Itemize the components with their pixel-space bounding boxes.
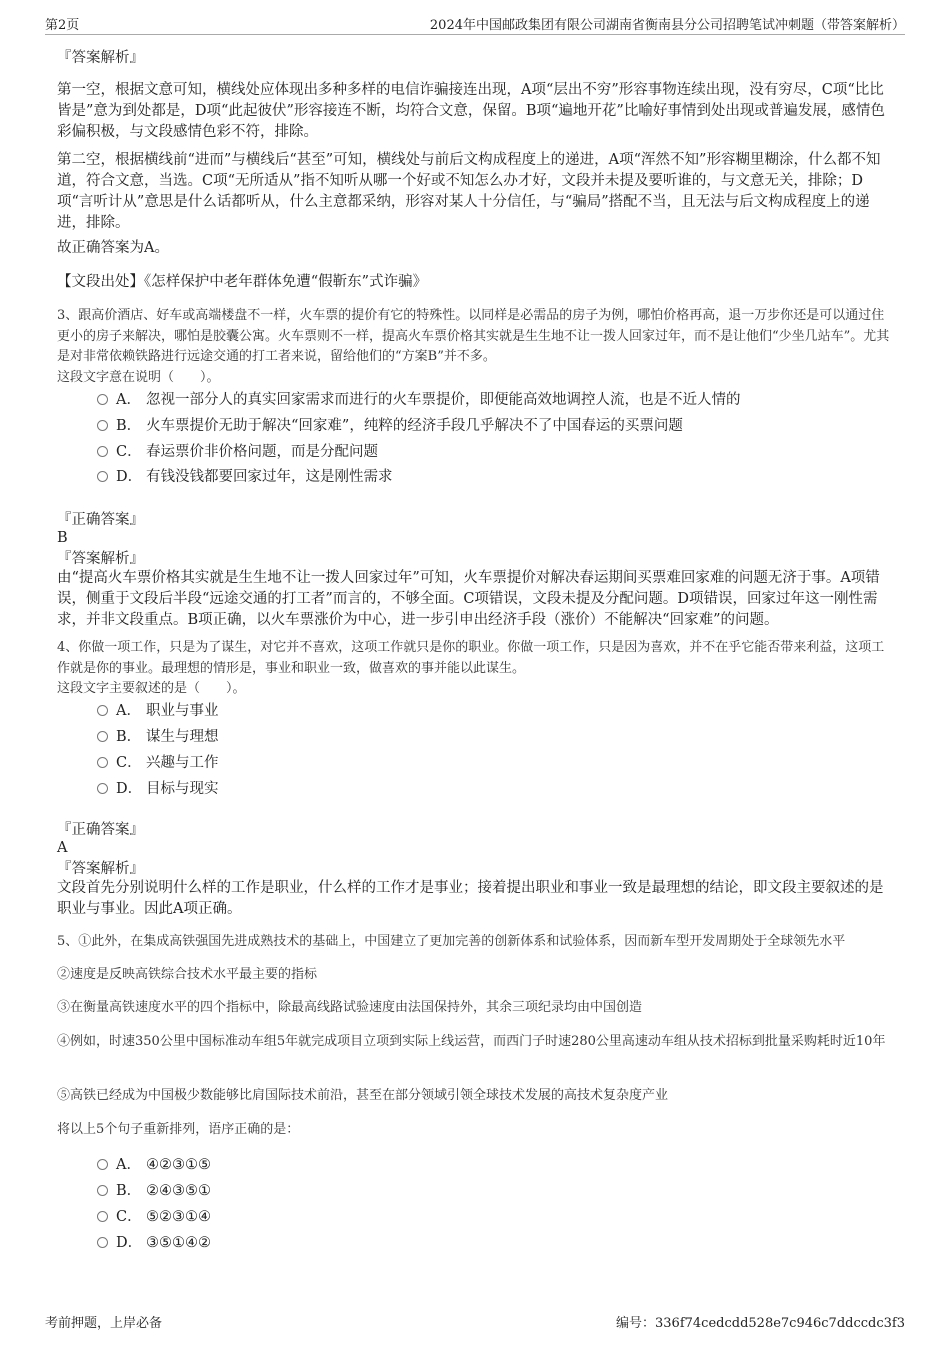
page-number: 第2页: [45, 18, 80, 33]
q5-option-c[interactable]: C． ⑤②③①④: [97, 1207, 211, 1227]
document-title: 2024年中国邮政集团有限公司湖南省衡南县分公司招聘笔试冲刺题（带答案解析）: [429, 18, 905, 33]
radio-icon[interactable]: [97, 420, 108, 431]
radio-icon[interactable]: [97, 1211, 108, 1222]
q4-option-d[interactable]: D． 目标与现实: [97, 779, 219, 799]
q3-answer: B: [57, 530, 68, 546]
q5-option-a[interactable]: A． ④②③①⑤: [97, 1155, 211, 1175]
radio-icon[interactable]: [97, 757, 108, 768]
radio-icon[interactable]: [97, 783, 108, 794]
q3-analysis-heading: 『答案解析』: [57, 551, 144, 567]
q5-sentence-4: ④例如，时速350公里中国标准动车组5年就完成项目立项到实际上线运营，而西门子时速280公里高速动车组从技术招标到批量采购耗时近10年: [57, 1034, 886, 1049]
q4-answer: A: [57, 840, 68, 856]
radio-icon[interactable]: [97, 1237, 108, 1248]
q4-ask: 这段文字主要叙述的是（ ）。: [57, 681, 246, 696]
q3-option-b[interactable]: B． 火车票提价无助于解决“回家难”，纯粹的经济手段几乎解决不了中国春运的买票问题: [97, 416, 683, 436]
q2-analysis-heading: 『答案解析』: [57, 50, 144, 66]
q2-analysis-para2: 第二空，根据横线前“进而”与横线后“甚至”可知，横线处与前后文构成程度上的递进，A项“浑然不知”形容糊里糊涂，什么都不知道，符合文意，当选。C项“无所适从”指不知听从哪一个好或不知怎么办才好，文段并未提及要听谁的，与文意无关，排除；D项“言听计从”意思是什么话都听从，什么主意都采纳，形容对某人十分信任，与“骗局”搭配不当，且无法与后文构成程度上的递进，排除。: [57, 152, 881, 231]
q4-analysis: 文段首先分别说明什么样的工作是职业，什么样的工作才是事业；接着提出职业和事业一致是最理想的结论，即文段主要叙述的是职业与事业。因此A项正确。: [57, 880, 884, 917]
q2-conclusion: 故正确答案为A。: [57, 240, 169, 256]
q3-analysis: 由“提高火车票价格其实就是生生地不让一拨人回家过年”可知，火车票提价对解决春运期间买票难回家难的问题无济于事。A项错误，侧重于文段后半段“远途交通的打工者”而言的，不够全面。C项错误，文段未提及分配问题。D项错误，回家过年这一刚性需求，并非文段重点。B项正确，以火车票涨价为中心，进一步引申出经济手段（涨价）不能解决“回家难”的问题。: [57, 570, 880, 628]
q4-option-b[interactable]: B． 谋生与理想: [97, 727, 219, 747]
q4-stem: 4、你做一项工作，只是为了谋生，对它并不喜欢，这项工作就只是你的职业。你做一项工作，只是因为喜欢，并不在乎它能否带来利益，这项工作就是你的事业。最理想的情形是，事业和职业一致，做喜欢的事并能以此谋生。: [57, 640, 885, 676]
q5-sentence-5: ⑤高铁已经成为中国极少数能够比肩国际技术前沿，甚至在部分领域引领全球技术发展的高技术复杂度产业: [57, 1088, 669, 1103]
q5-option-d[interactable]: D． ③⑤①④②: [97, 1233, 211, 1253]
q2-source: 【文段出处】《怎样保护中老年群体免遭“假靳东”式诈骗》: [57, 274, 428, 290]
radio-icon[interactable]: [97, 471, 108, 482]
footer-slogan: 考前押题，上岸必备: [45, 1316, 163, 1331]
page-header: [45, 14, 905, 35]
radio-icon[interactable]: [97, 1159, 108, 1170]
q4-analysis-heading: 『答案解析』: [57, 861, 144, 877]
q2-analysis-para1: 第一空，根据文意可知，横线处应体现出多种多样的电信诈骗接连出现，A项“层出不穷”形容事物连续出现，没有穷尽，C项“比比皆是”意为到处都是，D项“此起彼伏”形容接连不断，均符合文意，保留。B项“遍地开花”比喻好事情到处出现或普遍发展，感情色彩偏积极，与文段感情色彩不符，排除。: [57, 82, 885, 140]
q5-sentence-3: ③在衡量高铁速度水平的四个指标中，除最高线路试验速度由法国保持外，其余三项纪录均由中国创造: [57, 1000, 643, 1015]
q5-ask: 将以上5个句子重新排列，语序正确的是：: [57, 1122, 300, 1137]
q3-option-c[interactable]: C． 春运票价非价格问题，而是分配问题: [97, 442, 378, 462]
q4-option-a[interactable]: A． 职业与事业: [97, 701, 219, 721]
q4-answer-heading: 『正确答案』: [57, 822, 144, 838]
q5-sentence-2: ②速度是反映高铁综合技术水平最主要的指标: [57, 967, 318, 982]
radio-icon[interactable]: [97, 446, 108, 457]
q3-option-a[interactable]: A． 忽视一部分人的真实回家需求而进行的火车票提价，即便能高效地调控人流，也是不近人情的: [97, 390, 741, 410]
radio-icon[interactable]: [97, 1185, 108, 1196]
document-id: 编号：336f74cedcdd528e7c946c7ddccdc3f3: [616, 1316, 905, 1331]
q3-option-d[interactable]: D． 有钱没钱都要回家过年，这是刚性需求: [97, 467, 393, 487]
q5-sentence-1: 5、①此外，在集成高铁强国先进成熟技术的基础上，中国建立了更加完善的创新体系和试验体系，因而新车型开发周期处于全球领先水平: [57, 934, 846, 949]
q3-stem: 3、跟高价酒店、好车或高端楼盘不一样，火车票的提价有它的特殊性。以同样是必需品的房子为例，哪怕价格再高，退一万步你还是可以通过住更小的房子来解决，哪怕是胶囊公寓。火车票则不一样，提高火车票价格其实就是生生地不让一拨人回家过年，而不是让他们“少坐几站车”。尤其是对非常依赖铁路进行远途交通的打工者来说，留给他们的“方案B”并不多。: [57, 308, 890, 364]
q5-option-b[interactable]: B． ②④③⑤①: [97, 1181, 211, 1201]
radio-icon[interactable]: [97, 705, 108, 716]
radio-icon[interactable]: [97, 394, 108, 405]
q3-ask: 这段文字意在说明（ ）。: [57, 370, 220, 385]
radio-icon[interactable]: [97, 731, 108, 742]
q4-option-c[interactable]: C． 兴趣与工作: [97, 753, 219, 773]
q3-answer-heading: 『正确答案』: [57, 512, 144, 528]
